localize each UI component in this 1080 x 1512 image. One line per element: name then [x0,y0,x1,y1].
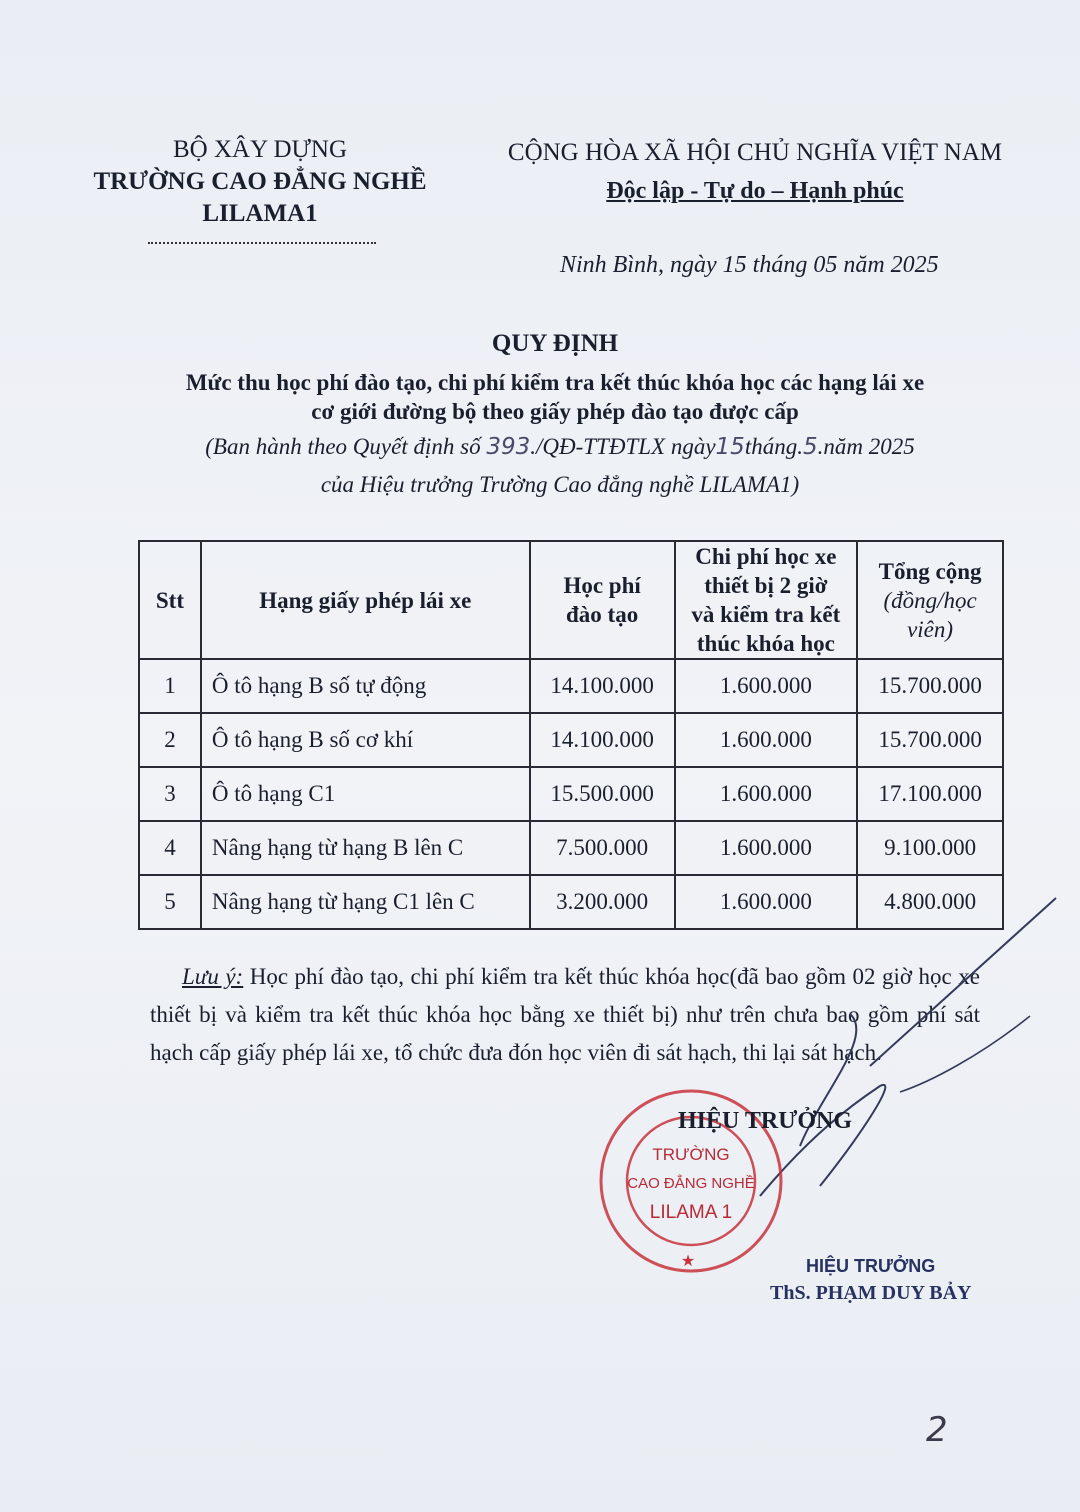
header-tuition-line1: Học phí [563,573,641,598]
cell-license-class: Nâng hạng từ hạng C1 lên C [201,875,530,929]
header-tuition [530,541,675,659]
table-row [139,713,1003,767]
issued-prefix: (Ban hành theo Quyết định số [205,434,487,459]
header-total [857,541,1003,659]
signatory-role: HIỆU TRƯỞNG [806,1256,936,1276]
header-total-line3: viên) [907,616,954,642]
subtitle-line1: Mức thu học phí đào tạo, chi phí kiểm tra kết thúc khóa học các hạng lái xe [185,370,925,395]
fee-table [138,540,1004,930]
cell-stt: 4 [139,821,201,875]
cell-tuition: 15.500.000 [530,767,675,821]
stamp-line3: LILAMA 1 [649,1202,733,1223]
cell-total: 17.100.000 [857,767,1003,821]
header-tuition-line2: đào tạo [566,602,639,627]
cell-stt: 5 [139,875,201,929]
cell-tuition: 3.200.000 [530,875,675,929]
cell-total: 15.700.000 [857,713,1003,767]
national-motto: Độc lập - Tự do – Hạnh phúc [606,178,904,204]
header-cost-line3: và kiểm tra kết [691,602,841,627]
handwritten-day: 15 [715,434,745,460]
page-number: 2 [926,1410,948,1450]
cell-cost: 1.600.000 [675,713,858,767]
header-total-line1: Tổng cộng [878,558,982,584]
cell-tuition: 14.100.000 [530,713,675,767]
table-row [139,659,1003,713]
stamp-line1: TRƯỜNG [652,1145,730,1164]
stamp-star-icon: ★ [680,1251,696,1270]
header-stt: Stt [139,541,201,659]
header-license-class: Hạng giấy phép lái xe [201,541,530,659]
republic-name: CỘNG HÒA XÃ HỘI CHỦ NGHĨA VIỆT NAM [507,139,1003,166]
national-header [480,134,1030,210]
table-header-row [139,541,1003,659]
handwritten-decision-number: 393 [486,434,531,460]
cell-cost: 1.600.000 [675,821,858,875]
header-training-cost [675,541,858,659]
cell-cost: 1.600.000 [675,767,858,821]
document-title: QUY ĐỊNH [491,330,619,357]
issued-middle: ./QĐ-TTĐTLX ngày [530,434,716,459]
signatory-title: HIỆU TRƯỞNG [678,1108,853,1134]
cell-total: 9.100.000 [857,821,1003,875]
issued-month-label: tháng [744,434,798,459]
ministry-name: BỘ XÂY DỰNG [172,136,348,163]
issuance-reference: (Ban hành theo Quyết định số 393./QĐ-TTĐTLX ngày15tháng.5.năm 2025 của Hiệu trưởng Trường Cao đẳng nghề LILAMA1) [0,428,1080,504]
cell-cost: 1.600.000 [675,875,858,929]
handwritten-month: 5 [802,434,818,460]
issued-suffix: .năm 2025 [817,434,915,459]
cell-stt: 3 [139,767,201,821]
cell-license-class: Ô tô hạng B số tự động [201,659,530,713]
issued-line2: của Hiệu trưởng Trường Cao đẳng nghề LILAMA1) [320,472,800,497]
cell-license-class: Ô tô hạng B số cơ khí [201,713,530,767]
school-name-line1: TRƯỜNG CAO ĐẲNG NGHỀ [93,168,427,195]
cell-total: 15.700.000 [857,659,1003,713]
header-cost-line2: thiết bị 2 giờ [704,573,828,598]
header-cost-line4: thúc khóa học [696,631,835,656]
stamp-line2: CAO ĐẲNG NGHỀ [627,1175,755,1192]
cell-license-class: Ô tô hạng C1 [201,767,530,821]
cell-license-class: Nâng hạng từ hạng B lên C [201,821,530,875]
cell-total: 4.800.000 [857,875,1003,929]
table-row [139,821,1003,875]
dotted-divider [148,236,376,244]
header-cost-line1: Chi phí học xe [695,544,837,569]
cell-cost: 1.600.000 [675,659,858,713]
note-label: Lưu ý: [182,964,244,989]
issue-date: Ninh Bình, ngày 15 tháng 05 năm 2025 [560,252,939,278]
header-total-line2: (đồng/học [883,587,977,613]
cell-stt: 2 [139,713,201,767]
note-text: Học phí đào tạo, chi phí kiểm tra kết thúc khóa học(đã bao gồm 02 giờ học xe thiết bị và kiểm tra kết thúc khóa học bằng xe thiết bị) như trên chưa bao gồm phí sát hạch cấp giấy phép lái xe, tổ chức đưa đón học viên đi sát hạch, thi lại sát hạch. [150,964,980,1065]
table-row [139,767,1003,821]
document-subtitle [0,368,1080,426]
issuer-block [60,134,460,230]
signatory-name: ThS. PHẠM DUY BẢY [770,1282,972,1304]
subtitle-line2: cơ giới đường bộ theo giấy phép đào tạo được cấp [311,399,799,424]
school-name-line2: LILAMA1 [202,200,318,227]
cell-tuition: 14.100.000 [530,659,675,713]
cell-stt: 1 [139,659,201,713]
cell-tuition: 7.500.000 [530,821,675,875]
